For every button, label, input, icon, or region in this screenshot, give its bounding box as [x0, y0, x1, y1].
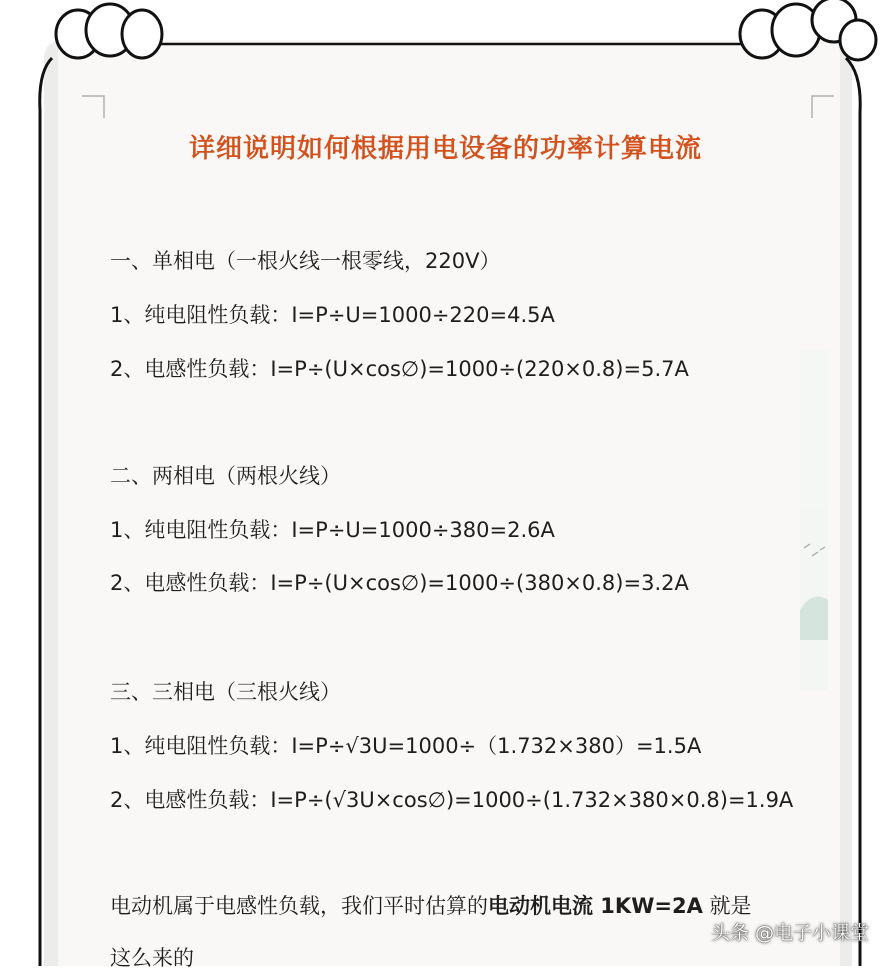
- section-3-item-2: 2、电感性负载：I=P÷(√3U×cos∅)=1000÷(1.732×380×0.8)=1.9A: [110, 788, 794, 812]
- scroll-curl-left: [56, 4, 162, 58]
- conclusion-text: 电动机属于电感性负载，我们平时估算的: [110, 894, 488, 918]
- landscape-decoration: [800, 350, 828, 690]
- conclusion-highlight: 电动机电流 1KW=2A: [488, 894, 703, 918]
- conclusion-line-1: [110, 890, 752, 920]
- section-2-item-2: 2、电感性负载：I=P÷(U×cos∅)=1000÷(380×0.8)=3.2A: [110, 571, 689, 595]
- section-1-item-1: 1、纯电阻性负载：I=P÷U=1000÷220=4.5A: [110, 303, 555, 327]
- conclusion-line-2: 这么来的: [110, 946, 194, 970]
- section-3-heading: 三、三相电（三根火线）: [110, 680, 341, 704]
- section-1-item-2: 2、电感性负载：I=P÷(U×cos∅)=1000÷(220×0.8)=5.7A: [110, 357, 689, 381]
- paper-sheet: [58, 40, 840, 966]
- section-1-heading: 一、单相电（一根火线一根零线，220V）: [110, 249, 501, 273]
- watermark: 头条 @电子小课堂: [710, 922, 869, 944]
- section-3-item-1: 1、纯电阻性负载：I=P÷√3U=1000÷（1.732×380）=1.5A: [110, 734, 702, 758]
- conclusion-text-end: 就是: [702, 894, 752, 918]
- section-2-heading: 二、两相电（两根火线）: [110, 464, 341, 488]
- section-2-item-1: 1、纯电阻性负载：I=P÷U=1000÷380=2.6A: [110, 518, 555, 542]
- page-title: 详细说明如何根据用电设备的功率计算电流: [188, 134, 702, 164]
- scroll-curl-right: [740, 0, 876, 60]
